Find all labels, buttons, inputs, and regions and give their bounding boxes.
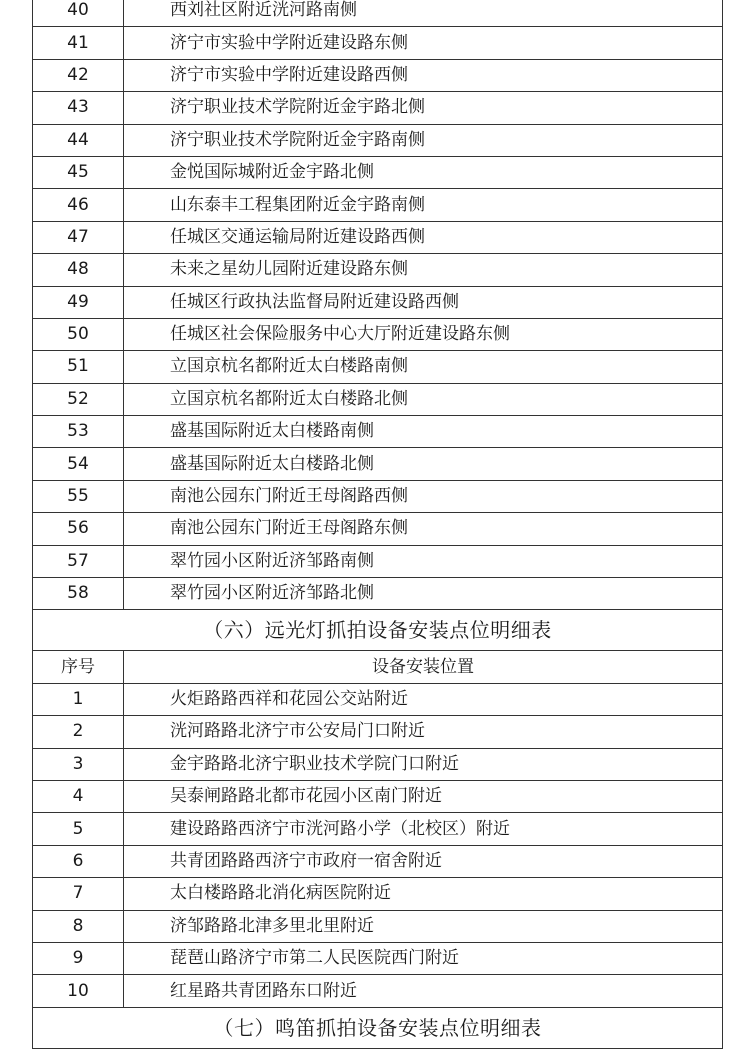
table-row	[33, 975, 723, 1007]
table-row	[33, 156, 723, 188]
installation-location: 济宁职业技术学院附近金宇路北侧	[124, 92, 723, 124]
row-number: 42	[33, 59, 124, 91]
installation-location: 洸河路路北济宁市公安局门口附近	[124, 716, 723, 748]
table-row	[33, 513, 723, 545]
row-number: 9	[33, 942, 124, 974]
installation-location: 金宇路路北济宁职业技术学院门口附近	[124, 748, 723, 780]
installation-points-table	[32, 0, 723, 1049]
row-number: 46	[33, 189, 124, 221]
installation-location: 吴泰闸路路北都市花园小区南门附近	[124, 780, 723, 812]
table-row	[33, 383, 723, 415]
installation-location: 盛基国际附近太白楼路北侧	[124, 448, 723, 480]
table-row	[33, 480, 723, 512]
table-body	[33, 0, 723, 1048]
row-number: 43	[33, 92, 124, 124]
row-number: 47	[33, 221, 124, 253]
row-number: 2	[33, 716, 124, 748]
row-number: 6	[33, 845, 124, 877]
section-title: （六）远光灯抓拍设备安装点位明细表	[33, 610, 723, 651]
row-number: 40	[33, 0, 124, 27]
row-number: 49	[33, 286, 124, 318]
table-row	[33, 124, 723, 156]
section-title-row	[33, 610, 723, 651]
row-number: 54	[33, 448, 124, 480]
installation-location: 山东泰丰工程集团附近金宇路南侧	[124, 189, 723, 221]
installation-location: 金悦国际城附近金宇路北侧	[124, 156, 723, 188]
table-row	[33, 416, 723, 448]
installation-location: 共青团路路西济宁市政府一宿舍附近	[124, 845, 723, 877]
row-number: 53	[33, 416, 124, 448]
table-row	[33, 845, 723, 877]
installation-location: 未来之星幼儿园附近建设路东侧	[124, 254, 723, 286]
table-row	[33, 942, 723, 974]
installation-location: 琵琶山路济宁市第二人民医院西门附近	[124, 942, 723, 974]
table-row	[33, 318, 723, 350]
installation-location: 南池公园东门附近王母阁路西侧	[124, 480, 723, 512]
installation-location: 翠竹园小区附近济邹路北侧	[124, 578, 723, 610]
row-number: 55	[33, 480, 124, 512]
row-number: 5	[33, 813, 124, 845]
row-number: 4	[33, 780, 124, 812]
installation-location: 南池公园东门附近王母阁路东侧	[124, 513, 723, 545]
column-header-location: 设备安装位置	[124, 651, 723, 683]
installation-location: 立国京杭名都附近太白楼路北侧	[124, 383, 723, 415]
row-number: 56	[33, 513, 124, 545]
table-row	[33, 545, 723, 577]
table-row	[33, 716, 723, 748]
table-row	[33, 578, 723, 610]
row-number: 57	[33, 545, 124, 577]
table-row	[33, 813, 723, 845]
table-row	[33, 59, 723, 91]
table-row	[33, 0, 723, 27]
row-number: 52	[33, 383, 124, 415]
installation-location: 济宁职业技术学院附近金宇路南侧	[124, 124, 723, 156]
installation-location: 西刘社区附近洸河路南侧	[124, 0, 723, 27]
table-row	[33, 448, 723, 480]
table-row	[33, 683, 723, 715]
row-number: 58	[33, 578, 124, 610]
row-number: 48	[33, 254, 124, 286]
row-number: 44	[33, 124, 124, 156]
installation-location: 盛基国际附近太白楼路南侧	[124, 416, 723, 448]
installation-location: 任城区社会保险服务中心大厅附近建设路东侧	[124, 318, 723, 350]
table-row	[33, 254, 723, 286]
installation-location: 翠竹园小区附近济邹路南侧	[124, 545, 723, 577]
installation-location: 任城区行政执法监督局附近建设路西侧	[124, 286, 723, 318]
installation-location: 红星路共青团路东口附近	[124, 975, 723, 1007]
table-row	[33, 221, 723, 253]
table-row	[33, 910, 723, 942]
row-number: 50	[33, 318, 124, 350]
installation-location: 建设路路西济宁市洸河路小学（北校区）附近	[124, 813, 723, 845]
row-number: 45	[33, 156, 124, 188]
table-row	[33, 92, 723, 124]
row-number: 3	[33, 748, 124, 780]
table-row	[33, 780, 723, 812]
installation-location: 济宁市实验中学附近建设路西侧	[124, 59, 723, 91]
section-title: （七）鸣笛抓拍设备安装点位明细表	[33, 1007, 723, 1048]
row-number: 51	[33, 351, 124, 383]
table-row	[33, 878, 723, 910]
row-number: 7	[33, 878, 124, 910]
table-row	[33, 351, 723, 383]
table-row	[33, 189, 723, 221]
installation-location: 济宁市实验中学附近建设路东侧	[124, 27, 723, 59]
installation-location: 济邹路路北津多里北里附近	[124, 910, 723, 942]
installation-location: 太白楼路路北消化病医院附近	[124, 878, 723, 910]
column-header-number: 序号	[33, 651, 124, 683]
table-header-row	[33, 651, 723, 683]
table-row	[33, 286, 723, 318]
installation-location: 任城区交通运输局附近建设路西侧	[124, 221, 723, 253]
installation-location: 立国京杭名都附近太白楼路南侧	[124, 351, 723, 383]
row-number: 10	[33, 975, 124, 1007]
row-number: 41	[33, 27, 124, 59]
section-title-row	[33, 1007, 723, 1048]
table-row	[33, 748, 723, 780]
table-row	[33, 27, 723, 59]
installation-location: 火炬路路西祥和花园公交站附近	[124, 683, 723, 715]
row-number: 1	[33, 683, 124, 715]
row-number: 8	[33, 910, 124, 942]
